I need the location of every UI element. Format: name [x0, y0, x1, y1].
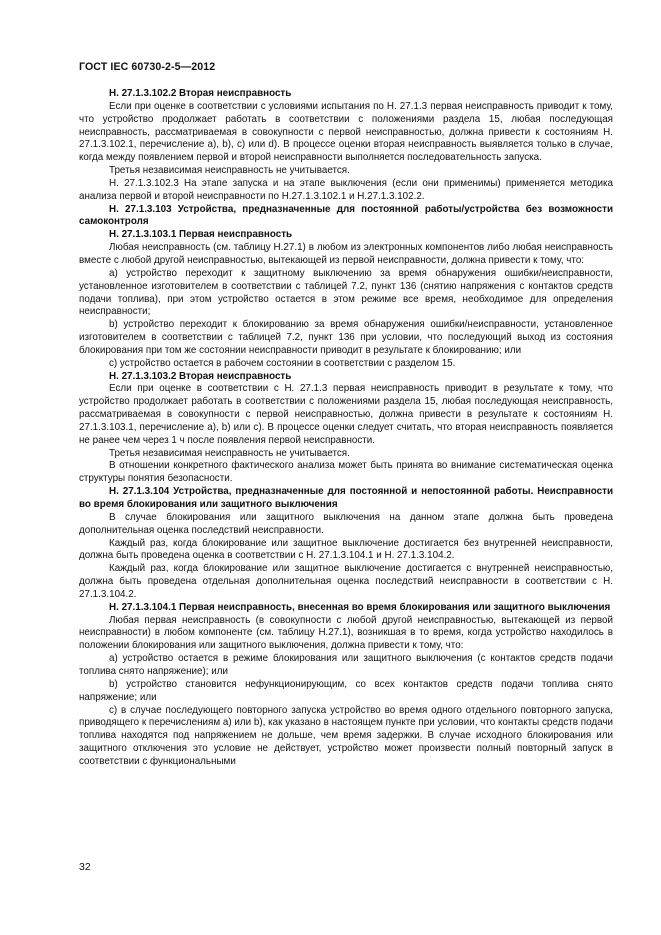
document-body [79, 88, 613, 769]
paragraph: Если при оценке в соответствии с условиями испытания по Н. 27.1.3 первая неисправность приводит к тому, что устройство продолжает работать в соответствии с положениями раздела 15, любая последующая неисправность, рассматриваемая в совокупности с первой неисправностью, должна привести к состояниям Н. 27.1.3.102.1, перечисление а), b), с) или d). В процессе оценки вторая неисправность выявляется только в случае, когда между появлением первой и второй неисправности выполняется последовательность запуска. [79, 100, 613, 164]
paragraph: с) в случае последующего повторного запуска устройство во время одного отдельного повторного запуска, приводящего к перечислениям а) или b), как указано в настоящем пункте при условии, что контакты средств подачи топлива находятся под напряжением не дольше, чем время задержки. В случае исходного блокирования или защитного отключения это условие не действует, устройство может произвести полный повторный запуск в соответствии с функциональными [79, 704, 613, 767]
section-heading: Н. 27.1.3.104.1 Первая неисправность, внесенная во время блокирования или защитного выключения [109, 601, 611, 613]
paragraph: b) устройство переходит к блокированию за время обнаружения ошибки/неисправности, установленное изготовителем в соответствии с таблицей 7.2, пункт 136 при условии, что последующий выход из состояния блокирования при том же состоянии неисправности приводит в результате к блокированию; или [79, 319, 613, 356]
paragraph: Если при оценке в соответствии с Н. 27.1.3 первая неисправность приводит в результате к тому, что устройство продолжает работать в соответствии с положениями раздела 15, любая последующая неисправность, рассматриваемая в совокупности с первой неисправностью, должна привести в результате к состояниям Н. 27.1.3.103.1, перечисление а), b) или с). В процессе оценки следует считать, что вторая неисправность появляется не ранее чем через 1 ч после появления первой неисправности. [79, 383, 613, 446]
paragraph: Каждый раз, когда блокирование или защитное выключение достигается без внутренней неисправности, должна быть проведена оценка в соответствии с Н. 27.1.3.104.1 и Н. 27.1.3.104.2. [79, 537, 613, 562]
paragraph: Н. 27.1.3.102.3 На этапе запуска и на этапе выключения (если они применимы) применяется методика анализа первой и второй неисправности по Н.27.1.3.102.1 и Н.27.1.3.102.2. [79, 177, 613, 202]
paragraph: В случае блокирования или защитного выключения на данном этапе должна быть проведена дополнительная оценка последствий неисправности. [79, 511, 613, 536]
paragraph: Любая первая неисправность (в совокупности с любой другой неисправностью, вытекающей из первой неисправности) в любом компоненте (см. таблицу Н.27.1), возникшая в то время, когда устройство находилось в положении блокирования или защитного выключения, должна привести к тому, что: [79, 614, 613, 652]
section-heading: Н. 27.1.3.102.2 Вторая неисправность [109, 88, 292, 99]
paragraph: Третья независимая неисправность не учитывается. [109, 165, 350, 177]
paragraph: b) устройство становится нефункционирующим, со всех контактов средств подачи топлива снято напряжение; или [79, 678, 613, 703]
section-heading: Н. 27.1.3.103.2 Вторая неисправность [109, 370, 292, 382]
document-header: ГОСТ IEC 60730-2-5—2012 [79, 61, 216, 73]
paragraph: а) устройство переходит к защитному выключению за время обнаружения ошибки/неисправности, установленное изготовителем в соответствии с таблицей 7.2, пункт 136 (снятию напряжения с контактов средств подачи топлива), при этом устройство остается в этом режиме все время, необходимое для определения неисправности; [79, 267, 613, 318]
page-number: 32 [79, 861, 91, 873]
section-heading: Н. 27.1.3.103.1 Первая неисправность [109, 229, 293, 241]
paragraph: Третья независимая неисправность не учитывается. [109, 447, 350, 459]
section-heading: Н. 27.1.3.103 Устройства, предназначенные для постоянной работы/устройства без возможности самоконтроля [79, 203, 613, 228]
section-heading: Н. 27.1.3.104 Устройства, предназначенные для постоянной и непостоянной работы. Неисправности во время блокирования или защитного выключения [79, 486, 613, 510]
paragraph: а) устройство остается в режиме блокирования или защитного выключения (с контактов средств подачи топлива снято напряжение); или [79, 653, 613, 677]
paragraph: с) устройство остается в рабочем состоянии в соответствии с разделом 15. [109, 357, 456, 369]
paragraph: В отношении конкретного фактического анализа может быть принята во внимание систематическая оценка структуры понятия безопасности. [79, 460, 613, 485]
paragraph: Любая неисправность (см. таблицу Н.27.1) в любом из электронных компонентов либо любая неисправность вместе с любой другой неисправностью, вытекающей из первой неисправности, должна привести к тому, что: [79, 242, 613, 266]
paragraph: Каждый раз, когда блокирование или защитное выключение достигается с внутренней неисправностью, должна быть проведена отдельная дополнительная оценка последствий неисправности в соответствии с Н. 27.1.3.104.2. [79, 563, 613, 600]
